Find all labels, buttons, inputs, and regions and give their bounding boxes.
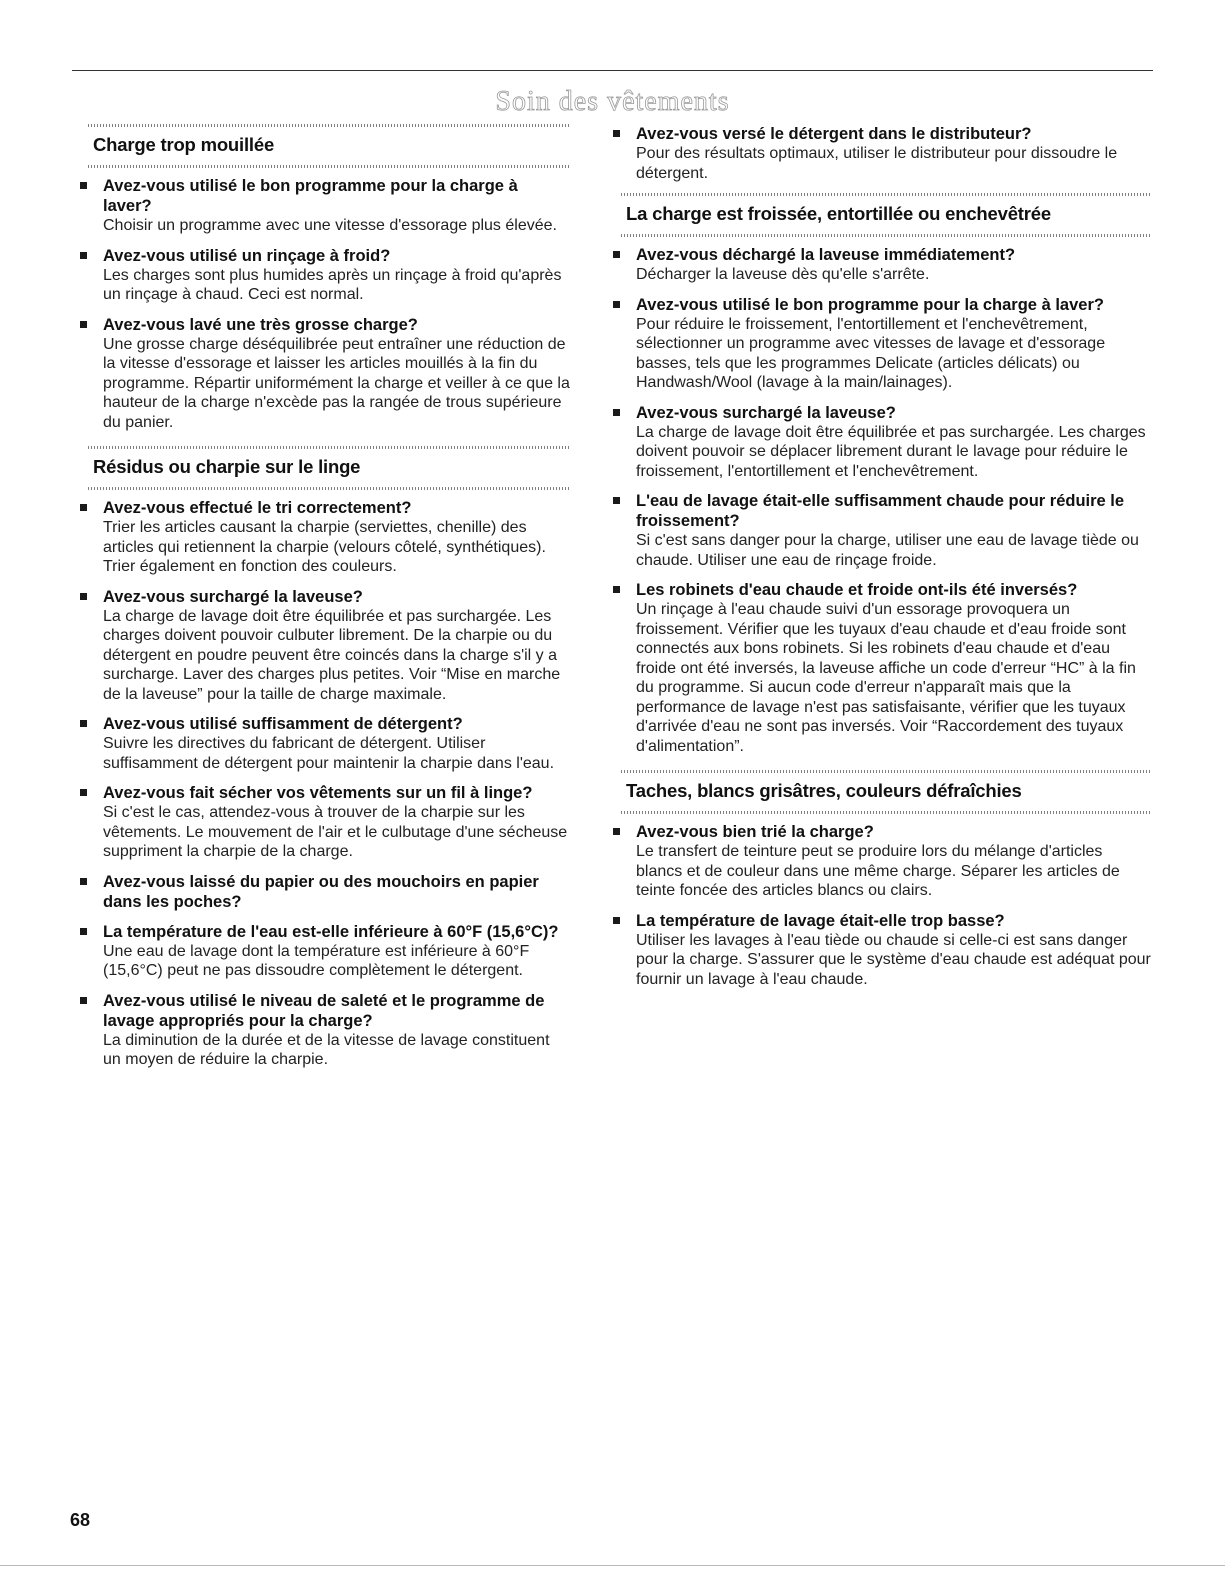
list-item: [90, 714, 570, 773]
answer-text: La diminution de la durée et de la vitesse de lavage constituent un moyen de réduire la charpie.: [103, 1031, 550, 1068]
page-number: 68: [70, 1510, 91, 1530]
section-header: [623, 770, 1151, 814]
list-item: [623, 822, 1151, 901]
bullet-square-icon: [80, 878, 87, 885]
section: [90, 124, 570, 432]
answer-text: La charge de lavage doit être équilibrée et pas surchargée. Les charges doivent pouvoir se déplacer librement durant le lavage pour réduire le froissement, l'entortillement et l'enchevêtrement.: [636, 423, 1146, 480]
bullet-square-icon: [613, 301, 620, 308]
list-item: [90, 315, 570, 433]
question-text: Avez-vous fait sécher vos vêtements sur un fil à linge?: [103, 784, 533, 802]
list-item: [623, 403, 1151, 482]
section-title: Charge trop mouillée: [93, 134, 275, 155]
bullet-square-icon: [613, 828, 620, 835]
list-item: [90, 991, 570, 1070]
list-item: [623, 491, 1151, 570]
bullet-square-icon: [80, 504, 87, 511]
question-text: La température de l'eau est-elle inférieure à 60°F (15,6°C)?: [103, 922, 559, 941]
bottom-rule: [0, 1565, 1225, 1566]
answer-text: Pour réduire le froissement, l'entortillement et l'enchevêtrement, sélectionner un programme avec vitesses de lavage et d'essorage basses, tels que les programmes Delicate (articles délicats) ou Handwash/Wool (lavage à la main/lainages).: [636, 315, 1106, 391]
bullet-square-icon: [80, 928, 87, 935]
question-text: L'eau de lavage était-elle suffisamment chaude pour réduire le froissement?: [636, 492, 1125, 530]
question-text: Avez-vous utilisé un rinçage à froid?: [103, 246, 391, 265]
list-item: [90, 498, 570, 577]
bullet-square-icon: [80, 720, 87, 727]
answer-text: Décharger la laveuse dès qu'elle s'arrête.: [636, 266, 930, 283]
section: [90, 446, 570, 1070]
bullet-square-icon: [80, 593, 87, 600]
bullet-square-icon: [80, 182, 87, 189]
section-header: [623, 193, 1151, 237]
question-text: Avez-vous lavé une très grosse charge?: [103, 315, 418, 334]
answer-text: Un rinçage à l'eau chaude suivi d'un essorage provoquera un froissement. Vérifier que les tuyaux d'eau chaude et d'eau froide sont connectés aux bons robinets. Si les robinets d'eau chaude et d'eau froide ont été inversés, la laveuse affiche un code d'erreur “HC” à la fin du programme. Si aucun code d'erreur n'apparaît mais que la performance de lavage n'est pas satisfaisante, vérifier que les tuyaux d'arrivée d'eau ne sont pas inversés. Voir “Raccordement des tuyaux d'alimentation”.: [636, 601, 1136, 755]
answer-text: Utiliser les lavages à l'eau tiède ou chaude si celle-ci est sans danger pour la charge. S'assurer que le système d'eau chaude est adéquat pour fournir un lavage à l'eau chaude.: [636, 931, 1151, 988]
top-rule: [72, 70, 1153, 71]
answer-text: Une grosse charge déséquilibrée peut entraîner une réduction de la vitesse d'essorage et laisser les articles mouillés à la fin du programme. Répartir uniformément la charge et veiller à ce que la hauteur de la charge n'excède pas la rangée de trous supérieure du panier.: [103, 335, 570, 431]
bullet-square-icon: [613, 917, 620, 924]
section-header: [90, 446, 570, 490]
question-text: Avez-vous versé le détergent dans le distributeur?: [636, 125, 1032, 143]
bullet-square-icon: [80, 789, 87, 796]
answer-text: Le transfert de teinture peut se produire lors du mélange d'articles blancs et de couleur dans une même charge. Séparer les articles de teinte foncée des articles blancs ou clairs.: [636, 843, 1120, 899]
answer-text: Les charges sont plus humides après un rinçage à froid qu'après un rinçage à chaud. Ceci est normal.: [103, 266, 562, 303]
question-text: Avez-vous surchargé la laveuse?: [636, 403, 896, 422]
left-column: [90, 124, 570, 1084]
list-item: [90, 246, 570, 305]
answer-text: Une eau de lavage dont la température est inférieure à 60°F (15,6°C) peut ne pas dissoudre complètement le détergent.: [103, 942, 530, 979]
question-text: Avez-vous effectué le tri correctement?: [103, 499, 412, 517]
section: [623, 193, 1151, 756]
answer-text: Choisir un programme avec une vitesse d'essorage plus élevée.: [103, 217, 557, 234]
page-header: Soin des vêtements: [495, 86, 730, 117]
answer-text: La charge de lavage doit être équilibrée et pas surchargée. Les charges doivent pouvoir culbuter librement. De la charpie ou du détergent en poudre peuvent être coincés dans la charge s'il y a surcharge. Laver des charges plus petites. Voir “Mise en marche de la laveuse” pour la taille de charge maximale.: [103, 607, 561, 703]
bullet-square-icon: [613, 409, 620, 416]
question-text: Avez-vous laissé du papier ou des mouchoirs en papier dans les poches?: [103, 872, 539, 911]
bullet-square-icon: [80, 321, 87, 328]
list-item: [90, 872, 570, 912]
bullet-square-icon: [613, 586, 620, 593]
list-item: [623, 124, 1151, 183]
list-item: [623, 911, 1151, 990]
question-text: La température de lavage était-elle trop basse?: [636, 911, 1005, 930]
list-item: [623, 580, 1151, 756]
bullet-square-icon: [80, 997, 87, 1004]
section: [623, 770, 1151, 989]
list-item: [90, 587, 570, 705]
question-text: Avez-vous utilisé le bon programme pour la charge à laver?: [103, 177, 518, 215]
bullet-square-icon: [613, 251, 620, 258]
answer-text: Suivre les directives du fabricant de détergent. Utiliser suffisamment de détergent pour maintenir la charpie dans l'eau.: [103, 735, 555, 772]
section-title: La charge est froissée, entortillée ou enchevêtrée: [626, 203, 1051, 224]
answer-text: Si c'est le cas, attendez-vous à trouver de la charpie sur les vêtements. Le mouvement de l'air et le culbutage d'une sécheuse suppriment la charpie de la charge.: [103, 804, 568, 860]
answer-text: Pour des résultats optimaux, utiliser le distributeur pour dissoudre le détergent.: [636, 145, 1118, 182]
section-title: Résidus ou charpie sur le linge: [93, 456, 361, 477]
question-text: Avez-vous bien trié la charge?: [636, 823, 874, 841]
question-text: Les robinets d'eau chaude et froide ont-ils été inversés?: [636, 581, 1078, 599]
bullet-square-icon: [613, 130, 620, 137]
answer-text: Trier les articles causant la charpie (serviettes, chenille) des articles qui retiennent la charpie (velours côtelé, synthétiques). Trier également en fonction des couleurs.: [103, 519, 546, 575]
bullet-square-icon: [613, 497, 620, 504]
bullet-square-icon: [80, 252, 87, 259]
list-item: [623, 295, 1151, 393]
list-item: [623, 245, 1151, 285]
question-text: Avez-vous utilisé le bon programme pour la charge à laver?: [636, 295, 1104, 314]
list-item: [90, 922, 570, 981]
question-text: Avez-vous surchargé la laveuse?: [103, 587, 363, 606]
list-item: [90, 176, 570, 236]
list-item: [90, 783, 570, 862]
question-text: Avez-vous déchargé la laveuse immédiatement?: [636, 246, 1016, 264]
right-column: [623, 124, 1151, 1003]
section-header: [90, 124, 570, 168]
question-text: Avez-vous utilisé le niveau de saleté et le programme de lavage appropriés pour la charge?: [103, 991, 545, 1030]
question-text: Avez-vous utilisé suffisamment de détergent?: [103, 715, 463, 733]
section-title: Taches, blancs grisâtres, couleurs défraîchies: [626, 780, 1022, 801]
answer-text: Si c'est sans danger pour la charge, utiliser une eau de lavage tiède ou chaude. Utiliser une eau de rinçage froide.: [636, 532, 1139, 569]
